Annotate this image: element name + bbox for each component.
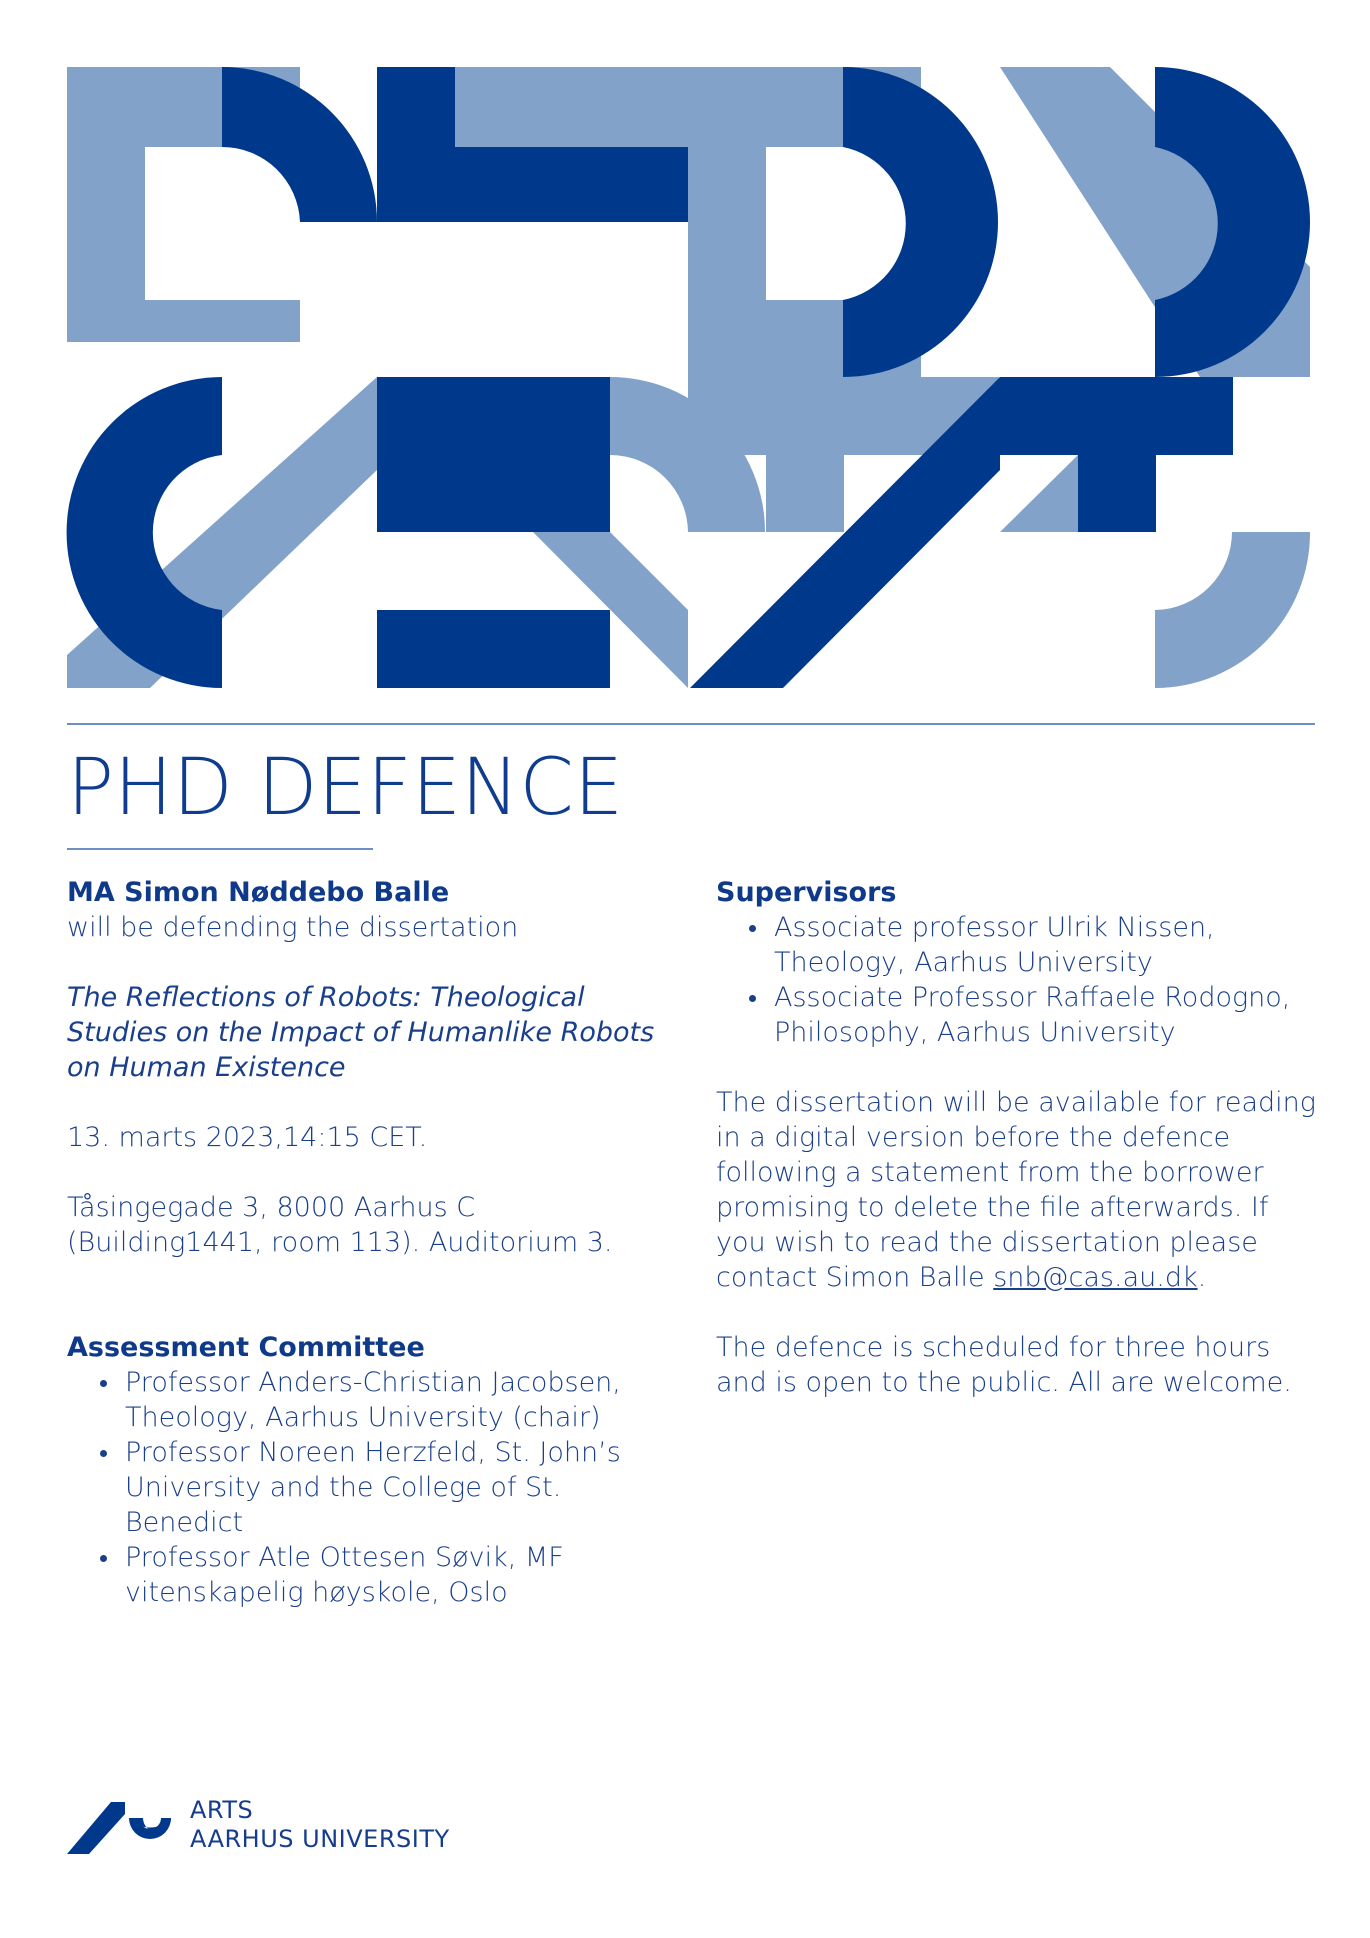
availability-end: .: [1197, 1262, 1207, 1293]
list-item: Associate professor Ulrik Nissen, Theology, Aarhus University: [774, 910, 1326, 980]
page-title: PHD DEFENCE: [67, 743, 624, 833]
decorative-header-graphic: [0, 0, 1370, 700]
committee-heading: Assessment Committee: [67, 1332, 425, 1363]
availability-paragraph: [716, 1085, 1326, 1295]
footer-faculty: ARTS: [190, 1796, 254, 1824]
committee-list: [67, 1365, 667, 1610]
list-item: Professor Noreen Herzfeld, St. John’s University and the College of St. Benedict: [125, 1435, 667, 1540]
supervisors-heading: Supervisors: [716, 877, 897, 908]
dissertation-title: The Reflections of Robots: Theological Studies on the Impact of Humanlike Robots on Human Existence: [67, 982, 655, 1083]
au-logo-icon: [67, 1798, 177, 1858]
title-underline: [67, 848, 373, 850]
availability-text: The dissertation will be available for reading in a digital version before the defence following a statement from the borrower promising to delete the file afterwards. If you wish to read the dissertation please contact Simon Balle: [716, 1087, 1316, 1293]
footer-institution: [190, 1796, 450, 1854]
left-column: [67, 875, 667, 1610]
list-item: Professor Atle Ottesen Søvik, MF vitenskapelig høyskole, Oslo: [125, 1540, 667, 1610]
list-item: Professor Anders-Christian Jacobsen, Theology, Aarhus University (chair): [125, 1365, 667, 1435]
defence-location: Tåsingegade 3, 8000 Aarhus C (Building1441, room 113). Auditorium 3.: [67, 1192, 613, 1258]
schedule-paragraph: The defence is scheduled for three hours and is open to the public. All are welcome.: [716, 1332, 1292, 1398]
right-column: [716, 875, 1326, 1400]
candidate-intro: will be defending the dissertation: [67, 912, 519, 943]
footer-university: AARHUS UNIVERSITY: [190, 1825, 450, 1853]
contact-email-link[interactable]: snb@cas.au.dk: [993, 1262, 1198, 1293]
list-item: Associate Professor Raffaele Rodogno, Philosophy, Aarhus University: [774, 980, 1326, 1050]
defence-datetime: 13. marts 2023,14:15 CET.: [67, 1122, 428, 1153]
supervisors-list: [716, 910, 1326, 1050]
top-divider: [67, 723, 1315, 725]
candidate-name: MA Simon Nøddebo Balle: [67, 877, 450, 908]
